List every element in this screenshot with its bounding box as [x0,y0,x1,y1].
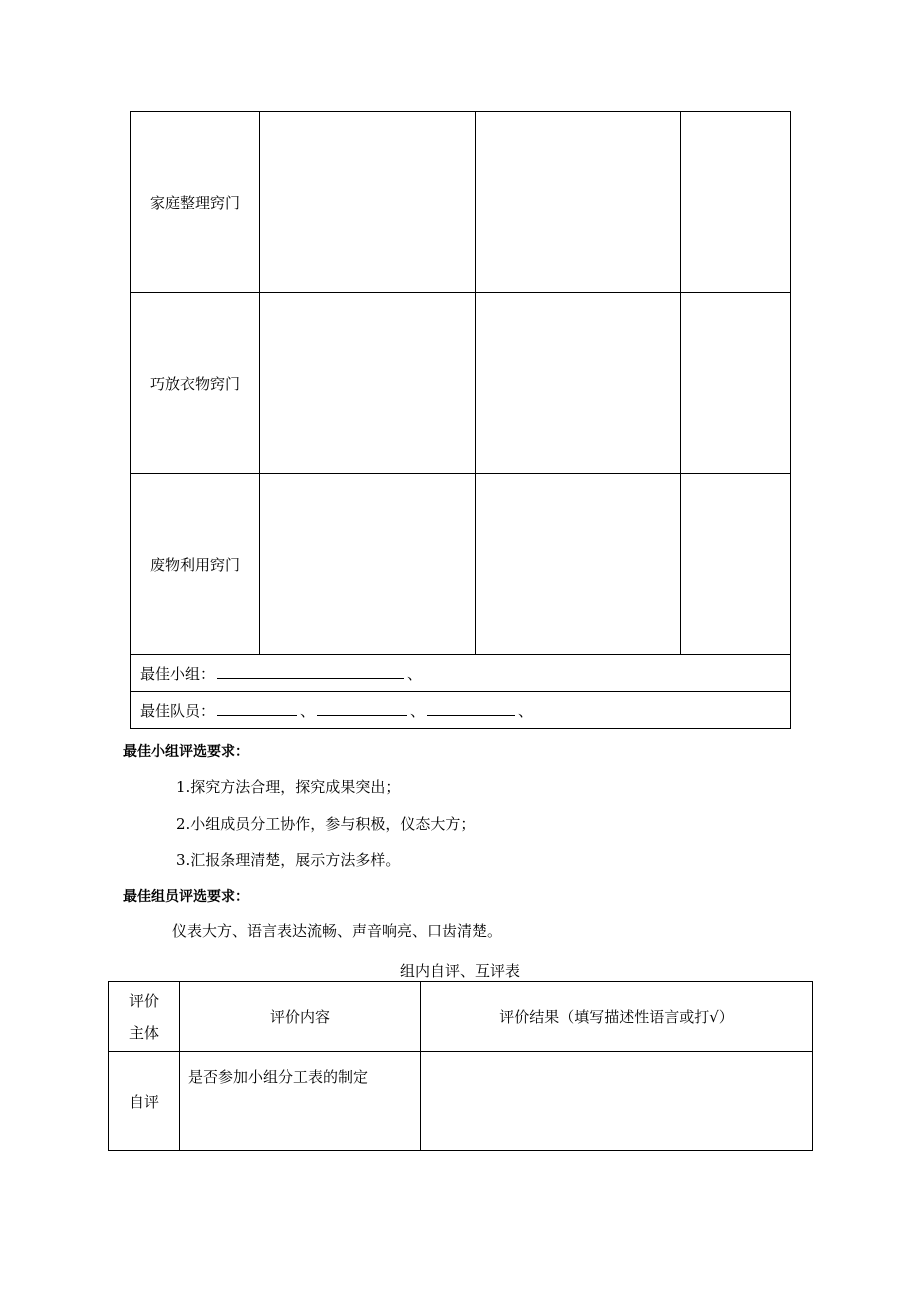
subject-header-line1: 评价 [128,991,159,1010]
category-cell: 废物利用窍门 [131,474,260,655]
evaluation-table-caption: 组内自评、互评表 [399,962,520,980]
group-requirement-3: 3.汇报条理清楚，展示方法多样。 [176,851,401,869]
best-group-label: 最佳小组： [140,664,216,683]
blank-cell[interactable] [476,293,681,474]
best-group-row [131,655,791,692]
blank-cell[interactable] [681,112,791,293]
separator: 、 [407,664,423,683]
category-cell: 巧放衣物窍门 [131,293,260,474]
separator: 、 [410,701,426,720]
best-members-cell [131,692,791,729]
best-group-cell [131,655,791,692]
content-cell: 是否参加小组分工表的制定 [180,1052,421,1151]
table-header-row [109,982,813,1052]
result-header: 评价结果（填写描述性语言或打√） [421,982,813,1052]
table-row [131,112,791,293]
table-row [131,474,791,655]
member-requirements-text: 仪表大方、语言表达流畅、声音响亮、口齿清楚。 [172,922,503,940]
member-requirements-title: 最佳组员评选要求： [123,889,249,905]
blank-cell[interactable] [476,474,681,655]
evaluation-table [108,981,813,1151]
blank-cell[interactable] [260,112,476,293]
group-requirements-title: 最佳小组评选要求： [123,744,249,760]
blank-cell[interactable] [681,474,791,655]
subject-header-line2: 主体 [128,1023,159,1042]
blank-cell[interactable] [260,293,476,474]
blank-cell[interactable] [681,293,791,474]
category-cell: 家庭整理窍门 [131,112,260,293]
member-blank-3[interactable] [427,701,515,716]
best-group-blank[interactable] [217,664,404,679]
table-row [109,1052,813,1151]
group-requirement-2: 2.小组成员分工协作，参与积极，仪态大方； [176,815,476,833]
blank-cell[interactable] [260,474,476,655]
member-blank-1[interactable] [217,701,297,716]
content-header: 评价内容 [180,982,421,1052]
separator: 、 [300,701,316,720]
best-members-row [131,692,791,729]
group-requirement-1: 1.探究方法合理，探究成果突出； [176,778,401,796]
result-cell[interactable] [421,1052,813,1151]
subject-cell: 自评 [109,1052,180,1151]
blank-cell[interactable] [476,112,681,293]
member-blank-2[interactable] [317,701,407,716]
separator: 、 [518,701,534,720]
subject-header [109,982,180,1052]
table-row [131,293,791,474]
tips-table [130,111,791,729]
best-members-label: 最佳队员： [140,701,216,720]
